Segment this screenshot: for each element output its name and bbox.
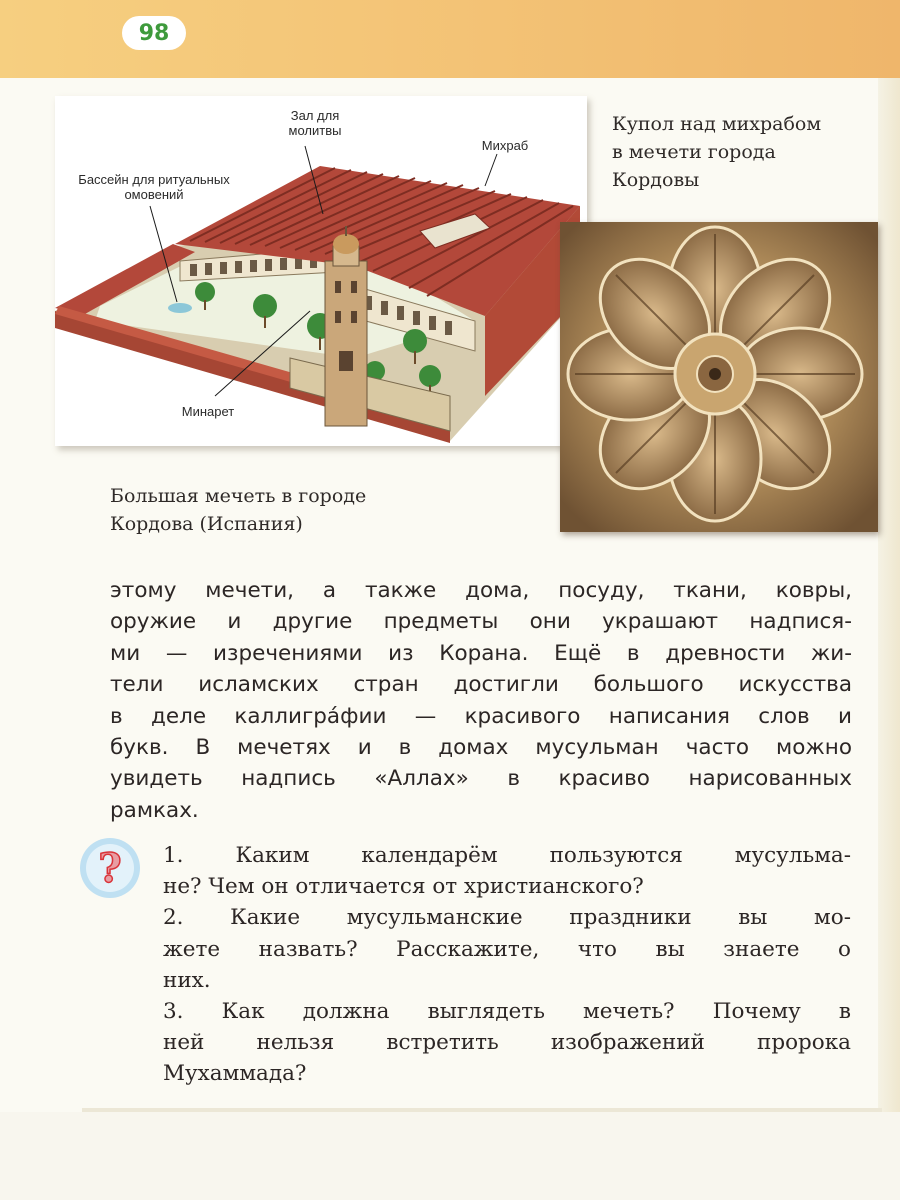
label-minaret <box>163 404 253 419</box>
label-mihrab <box>470 138 540 153</box>
dome-photo <box>560 222 878 532</box>
body-text <box>110 575 852 826</box>
label-prayer-hall-line-2: молитвы <box>288 123 342 138</box>
question-line: жете назвать? Расскажите, что вы знаете о <box>163 936 851 962</box>
mosque-caption <box>110 482 366 538</box>
body-line: тели исламских стран достигли большого искусства <box>110 672 852 698</box>
page-number-badge <box>122 16 186 50</box>
dome-caption-line-2: в мечети города <box>612 141 776 163</box>
page-number: 98 <box>138 20 170 46</box>
question-line: 3. Как должна выглядеть мечеть? Почему в <box>163 999 851 1025</box>
body-line: букв. В мечетях и в домах мусульман часто можно <box>110 735 852 761</box>
body-line: ми — изречениями из Корана. Ещё в древности жи- <box>110 640 852 666</box>
body-line: рамках. <box>110 797 199 823</box>
dome-caption-line-3: Кордовы <box>612 169 700 191</box>
question-mark-icon <box>78 836 142 900</box>
mosque-illustration <box>55 96 587 446</box>
dome-caption-line-1: Купол над михрабом <box>612 113 822 135</box>
questions-block <box>163 840 851 1090</box>
question-line: Мухаммада? <box>163 1061 307 1087</box>
mosque-caption-line-2: Кордова (Испания) <box>110 513 303 535</box>
label-pool-line-1: Бассейн для ритуальных <box>78 172 230 187</box>
dome-caption <box>612 110 821 194</box>
body-line: увидеть надпись «Аллах» в красиво нарисованных <box>110 766 852 792</box>
label-minaret-text: Минарет <box>181 404 235 419</box>
question-line: 2. Какие мусульманские праздники вы мо- <box>163 905 851 931</box>
bottom-margin <box>0 1112 900 1200</box>
body-line: этому мечети, а также дома, посуду, ткани, ковры, <box>110 578 852 603</box>
question-line: них. <box>163 967 211 993</box>
body-line: в деле каллигра́фии — красивого написания слов и <box>110 703 852 729</box>
label-prayer-hall-line-1: Зал для <box>290 108 340 123</box>
label-pool <box>49 172 259 202</box>
svg-text:?: ? <box>98 845 122 892</box>
dome-drawing <box>560 222 878 532</box>
question-line: 1. Каким календарём пользуются мусульма- <box>163 843 851 868</box>
label-pool-line-2: омовений <box>124 187 184 202</box>
question-line: ней нельзя встретить изображений пророка <box>163 1030 851 1056</box>
question-line: не? Чем он отличается от христианского? <box>163 874 644 900</box>
label-mihrab-text: Михраб <box>481 138 529 153</box>
mosque-caption-line-1: Большая мечеть в городе <box>110 485 367 507</box>
label-prayer-hall <box>265 108 365 138</box>
page-edge <box>878 78 900 1200</box>
body-line: оружие и другие предметы они украшают надпися- <box>110 609 852 635</box>
